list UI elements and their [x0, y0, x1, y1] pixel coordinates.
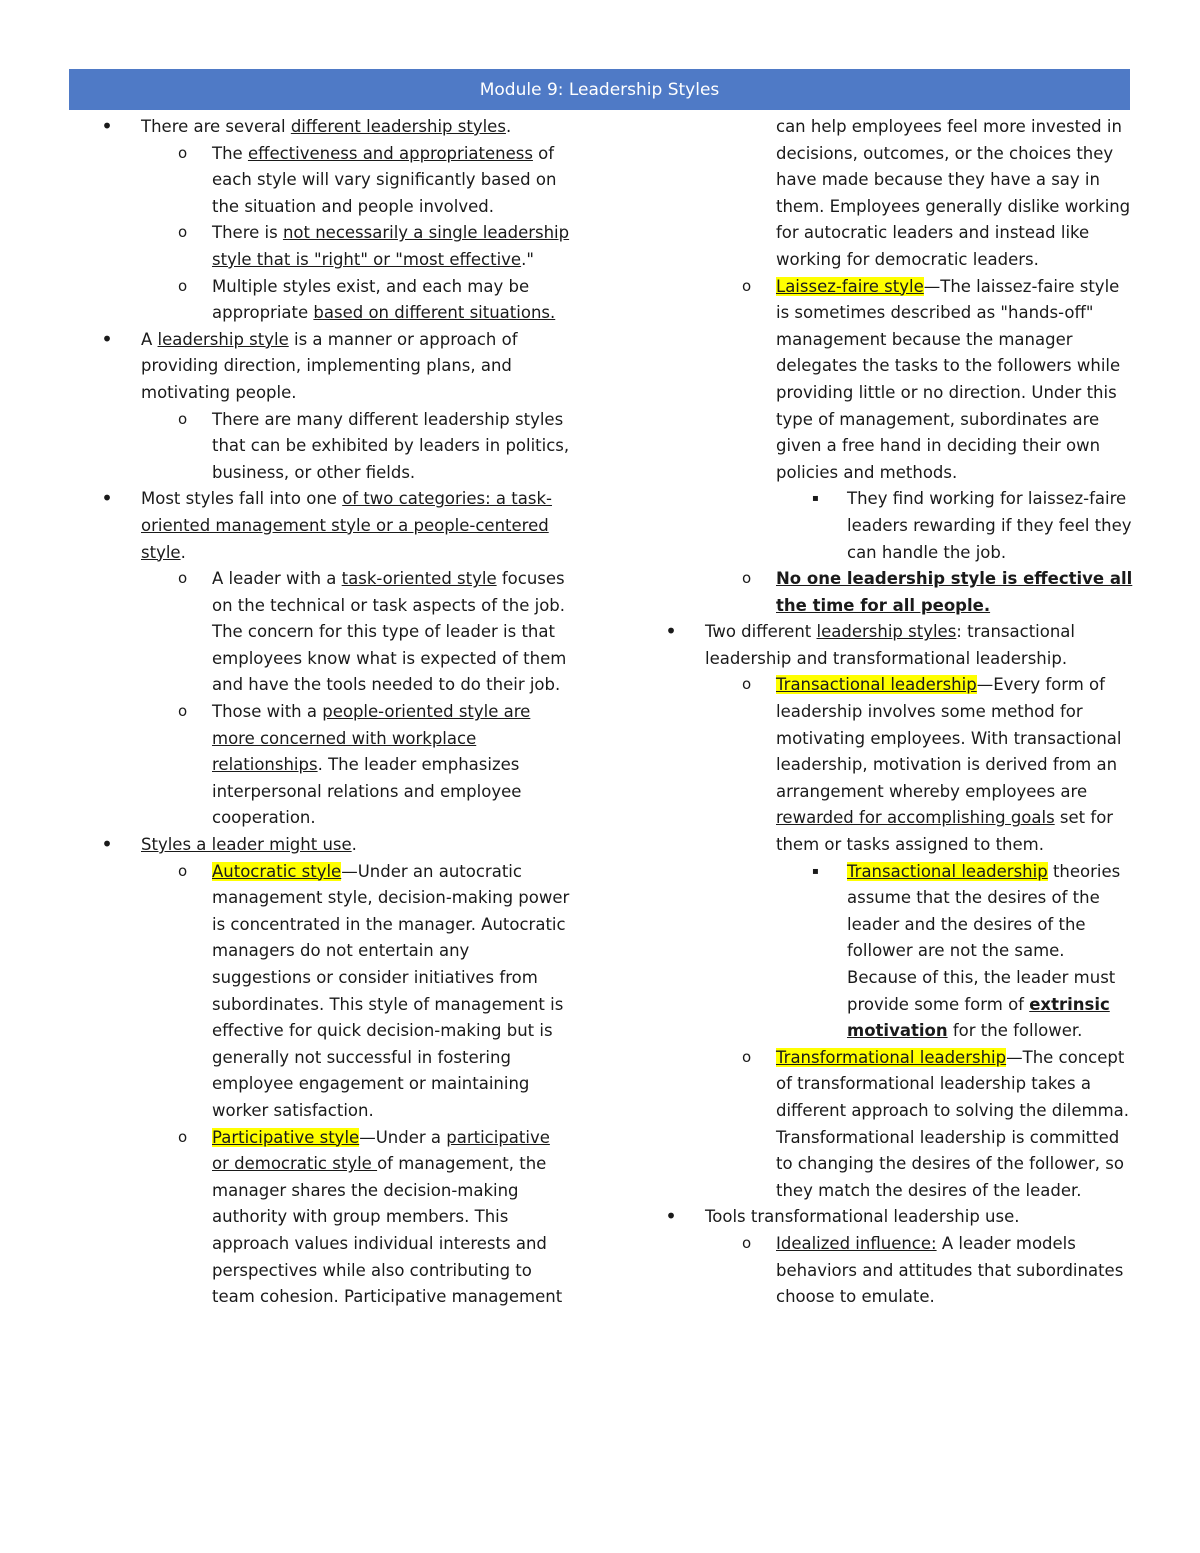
text-run: .: [505, 117, 512, 136]
list-item-text: [847, 859, 1134, 1045]
list-item-text: [705, 619, 1134, 672]
emphasized-text: different leadership styles: [290, 117, 506, 136]
emphasized-text: extrinsic motivation: [847, 994, 1110, 1041]
text-run: theories assume that the desires of the leader and the desires of the follower are not the same. Because of this, the leader must provide some form of: [847, 861, 1121, 1014]
list-item: [664, 1204, 1134, 1231]
emphasized-text: not necessarily a single leadership style that is "right" or "most effective: [212, 223, 570, 269]
highlighted-term: Transformational leadership: [776, 1047, 1007, 1067]
list-item: [664, 619, 1134, 672]
list-item: [100, 274, 570, 327]
list-item: [100, 699, 570, 832]
list-item: [100, 141, 570, 221]
list-item-text: [705, 1204, 1134, 1231]
list-item: [664, 859, 1134, 1045]
list-item: [664, 566, 1134, 619]
text-run: Two different: [705, 622, 817, 642]
list-item-text: [776, 566, 1134, 619]
list-item: [100, 832, 570, 859]
text-run: for the follower.: [947, 1021, 1083, 1041]
emphasized-text: leadership styles: [816, 622, 957, 642]
bullet-marker: ▪: [812, 865, 819, 877]
text-run: set for them or tasks assigned to them.: [776, 808, 1114, 855]
list-item: [100, 859, 570, 1125]
list-item: [664, 1231, 1134, 1311]
bullet-marker: o: [742, 569, 752, 588]
bullet-marker: o: [178, 143, 188, 162]
list-item-text: [212, 220, 570, 273]
list-item: [664, 486, 1134, 566]
text-run: A leader models behaviors and attitudes that subordinates choose to emulate.: [776, 1233, 1124, 1307]
list-item: [100, 327, 570, 407]
text-run: . The leader emphasizes interpersonal relations and employee cooperation.: [212, 755, 522, 828]
bullet-marker: o: [742, 675, 752, 694]
text-run: Multiple styles exist, and each may be appropriate: [212, 276, 530, 323]
emphasized-text: based on different situations.: [313, 303, 556, 323]
list-item-text: [212, 1125, 570, 1311]
list-item-text: [212, 699, 570, 832]
text-run: .": [521, 249, 534, 269]
emphasized-text: of two categories: a task-oriented management style or a people-centered style: [141, 489, 552, 562]
emphasized-text: rewarded for accomplishing goals: [776, 808, 1055, 828]
right-column: [664, 114, 1134, 1311]
list-item-text: [141, 114, 570, 141]
list-item-text: [141, 327, 570, 407]
text-run: A: [141, 329, 158, 349]
highlighted-term: Transactional leadership: [847, 861, 1048, 881]
list-item: [664, 114, 1134, 274]
emphasized-text: No one leadership style is effective all the time for all people.: [776, 569, 1133, 615]
text-run: —The laissez-faire style is sometimes described as "hands-off" management because the manager delegates the tasks to the followers while providing little or no direction. Under this type of management, subordinates are given a free hand in deciding their own policies and methods.: [776, 276, 1121, 482]
list-item-text: [776, 1231, 1134, 1311]
bullet-marker: o: [178, 409, 188, 428]
list-item: [100, 220, 570, 273]
text-run: —Under an autocratic management style, decision-making power is concentrated in the manager. Autocratic managers do not entertain any suggestions or consider initiatives from subordinates. This style of management is effective for quick decision-making but is generally not successful in fostering employee engagement or maintaining worker satisfaction.: [212, 861, 570, 1120]
list-item-text: [776, 114, 1134, 274]
bullet-marker: •: [665, 1204, 677, 1229]
list-item-text: [141, 486, 570, 566]
text-run: There are several: [141, 117, 291, 136]
list-item: [664, 1045, 1134, 1205]
text-run: A leader with a: [212, 569, 342, 589]
list-item: [664, 274, 1134, 487]
emphasized-text: effectiveness and appropriateness: [247, 143, 533, 163]
text-run: There is: [212, 223, 283, 243]
list-item-text: [776, 1045, 1134, 1205]
bullet-marker: •: [101, 326, 113, 351]
text-run: Those with a: [212, 702, 323, 722]
text-run: —Under a: [359, 1127, 447, 1147]
text-run: is a manner or approach of providing direction, implementing plans, and motivating people.: [141, 329, 518, 402]
emphasized-text: participative or democratic style: [212, 1127, 550, 1174]
text-run: They find working for laissez-faire leaders rewarding if they feel they can handle the job.: [847, 489, 1132, 562]
list-item: [100, 486, 570, 566]
text-run: of management, the manager shares the decision-making authority with group members. This approach values individual interests and perspectives while also contributing to team cohesion. Participative management: [212, 1154, 563, 1307]
text-run: of each style will vary significantly based on the situation and people involved.: [212, 143, 557, 216]
text-run: focuses on the technical or task aspects of the job. The concern for this type of leader is that employees know what is expected of them and have the tools needed to do their job.: [212, 569, 567, 695]
list-item: [100, 407, 570, 487]
list-item-text: [776, 672, 1134, 858]
highlighted-term: Autocratic style: [212, 861, 342, 881]
text-run: Most styles fall into one: [141, 489, 343, 509]
bullet-marker: o: [178, 569, 188, 588]
bullet-marker: o: [178, 861, 188, 880]
bullet-marker: o: [742, 1047, 752, 1066]
page-title: Module 9: Leadership Styles: [69, 69, 1130, 110]
list-item: [100, 566, 570, 699]
text-run: can help employees feel more invested in decisions, outcomes, or the choices they have made because they have a say in them. Employees generally dislike working for autocratic leaders and instead like working for democratic leaders.: [776, 117, 1131, 269]
list-item-text: [212, 141, 570, 221]
bullet-marker: •: [101, 114, 113, 138]
highlighted-term: Laissez-faire style: [776, 276, 924, 296]
list-item-text: [847, 486, 1134, 566]
list-item-text: [212, 859, 570, 1125]
text-run: .: [351, 835, 357, 855]
text-run: Tools transformational leadership use.: [705, 1207, 1020, 1227]
text-run: The: [212, 143, 248, 163]
list-item-text: [776, 274, 1134, 487]
text-run: .: [180, 542, 186, 562]
bullet-marker: o: [178, 702, 188, 721]
emphasized-text: Idealized influence:: [776, 1233, 937, 1253]
bullet-marker: o: [178, 1127, 188, 1146]
bullet-marker: o: [742, 276, 752, 295]
bullet-marker: •: [101, 486, 113, 511]
text-run: —Every form of leadership involves some method for motivating employees. With transactional leadership, motivation is derived from an arrangement whereby employees are: [776, 675, 1122, 801]
text-run: There are many different leadership styles that can be exhibited by leaders in politics, business, or other fields.: [212, 409, 570, 482]
list-item: [664, 672, 1134, 858]
emphasized-text: task-oriented style: [341, 569, 497, 589]
left-column: [100, 114, 570, 1311]
bullet-marker: •: [665, 619, 677, 644]
emphasized-text: leadership style: [157, 329, 289, 349]
emphasized-text: people-oriented style are more concerned with workplace relationships: [212, 702, 531, 775]
list-item: [100, 114, 570, 141]
list-item-text: [212, 407, 570, 487]
bullet-marker: o: [178, 276, 188, 295]
list-item-text: [141, 832, 570, 859]
text-run: —The concept of transformational leadership takes a different approach to solving the dilemma. Transformational leadership is committed to changing the desires of the follower, so they match the desires of the leader.: [776, 1047, 1130, 1200]
list-item-text: [212, 274, 570, 327]
highlighted-term: Participative style: [212, 1127, 360, 1147]
bullet-marker: o: [178, 223, 188, 242]
text-run: : transactional leadership and transformational leadership.: [705, 622, 1076, 668]
emphasized-text: Styles a leader might use: [141, 835, 352, 855]
bullet-marker: ▪: [812, 493, 819, 505]
bullet-marker: o: [742, 1233, 752, 1252]
list-item: [100, 1125, 570, 1311]
list-item-text: [212, 566, 570, 699]
bullet-marker: •: [101, 832, 113, 857]
highlighted-term: Transactional leadership: [776, 675, 977, 695]
